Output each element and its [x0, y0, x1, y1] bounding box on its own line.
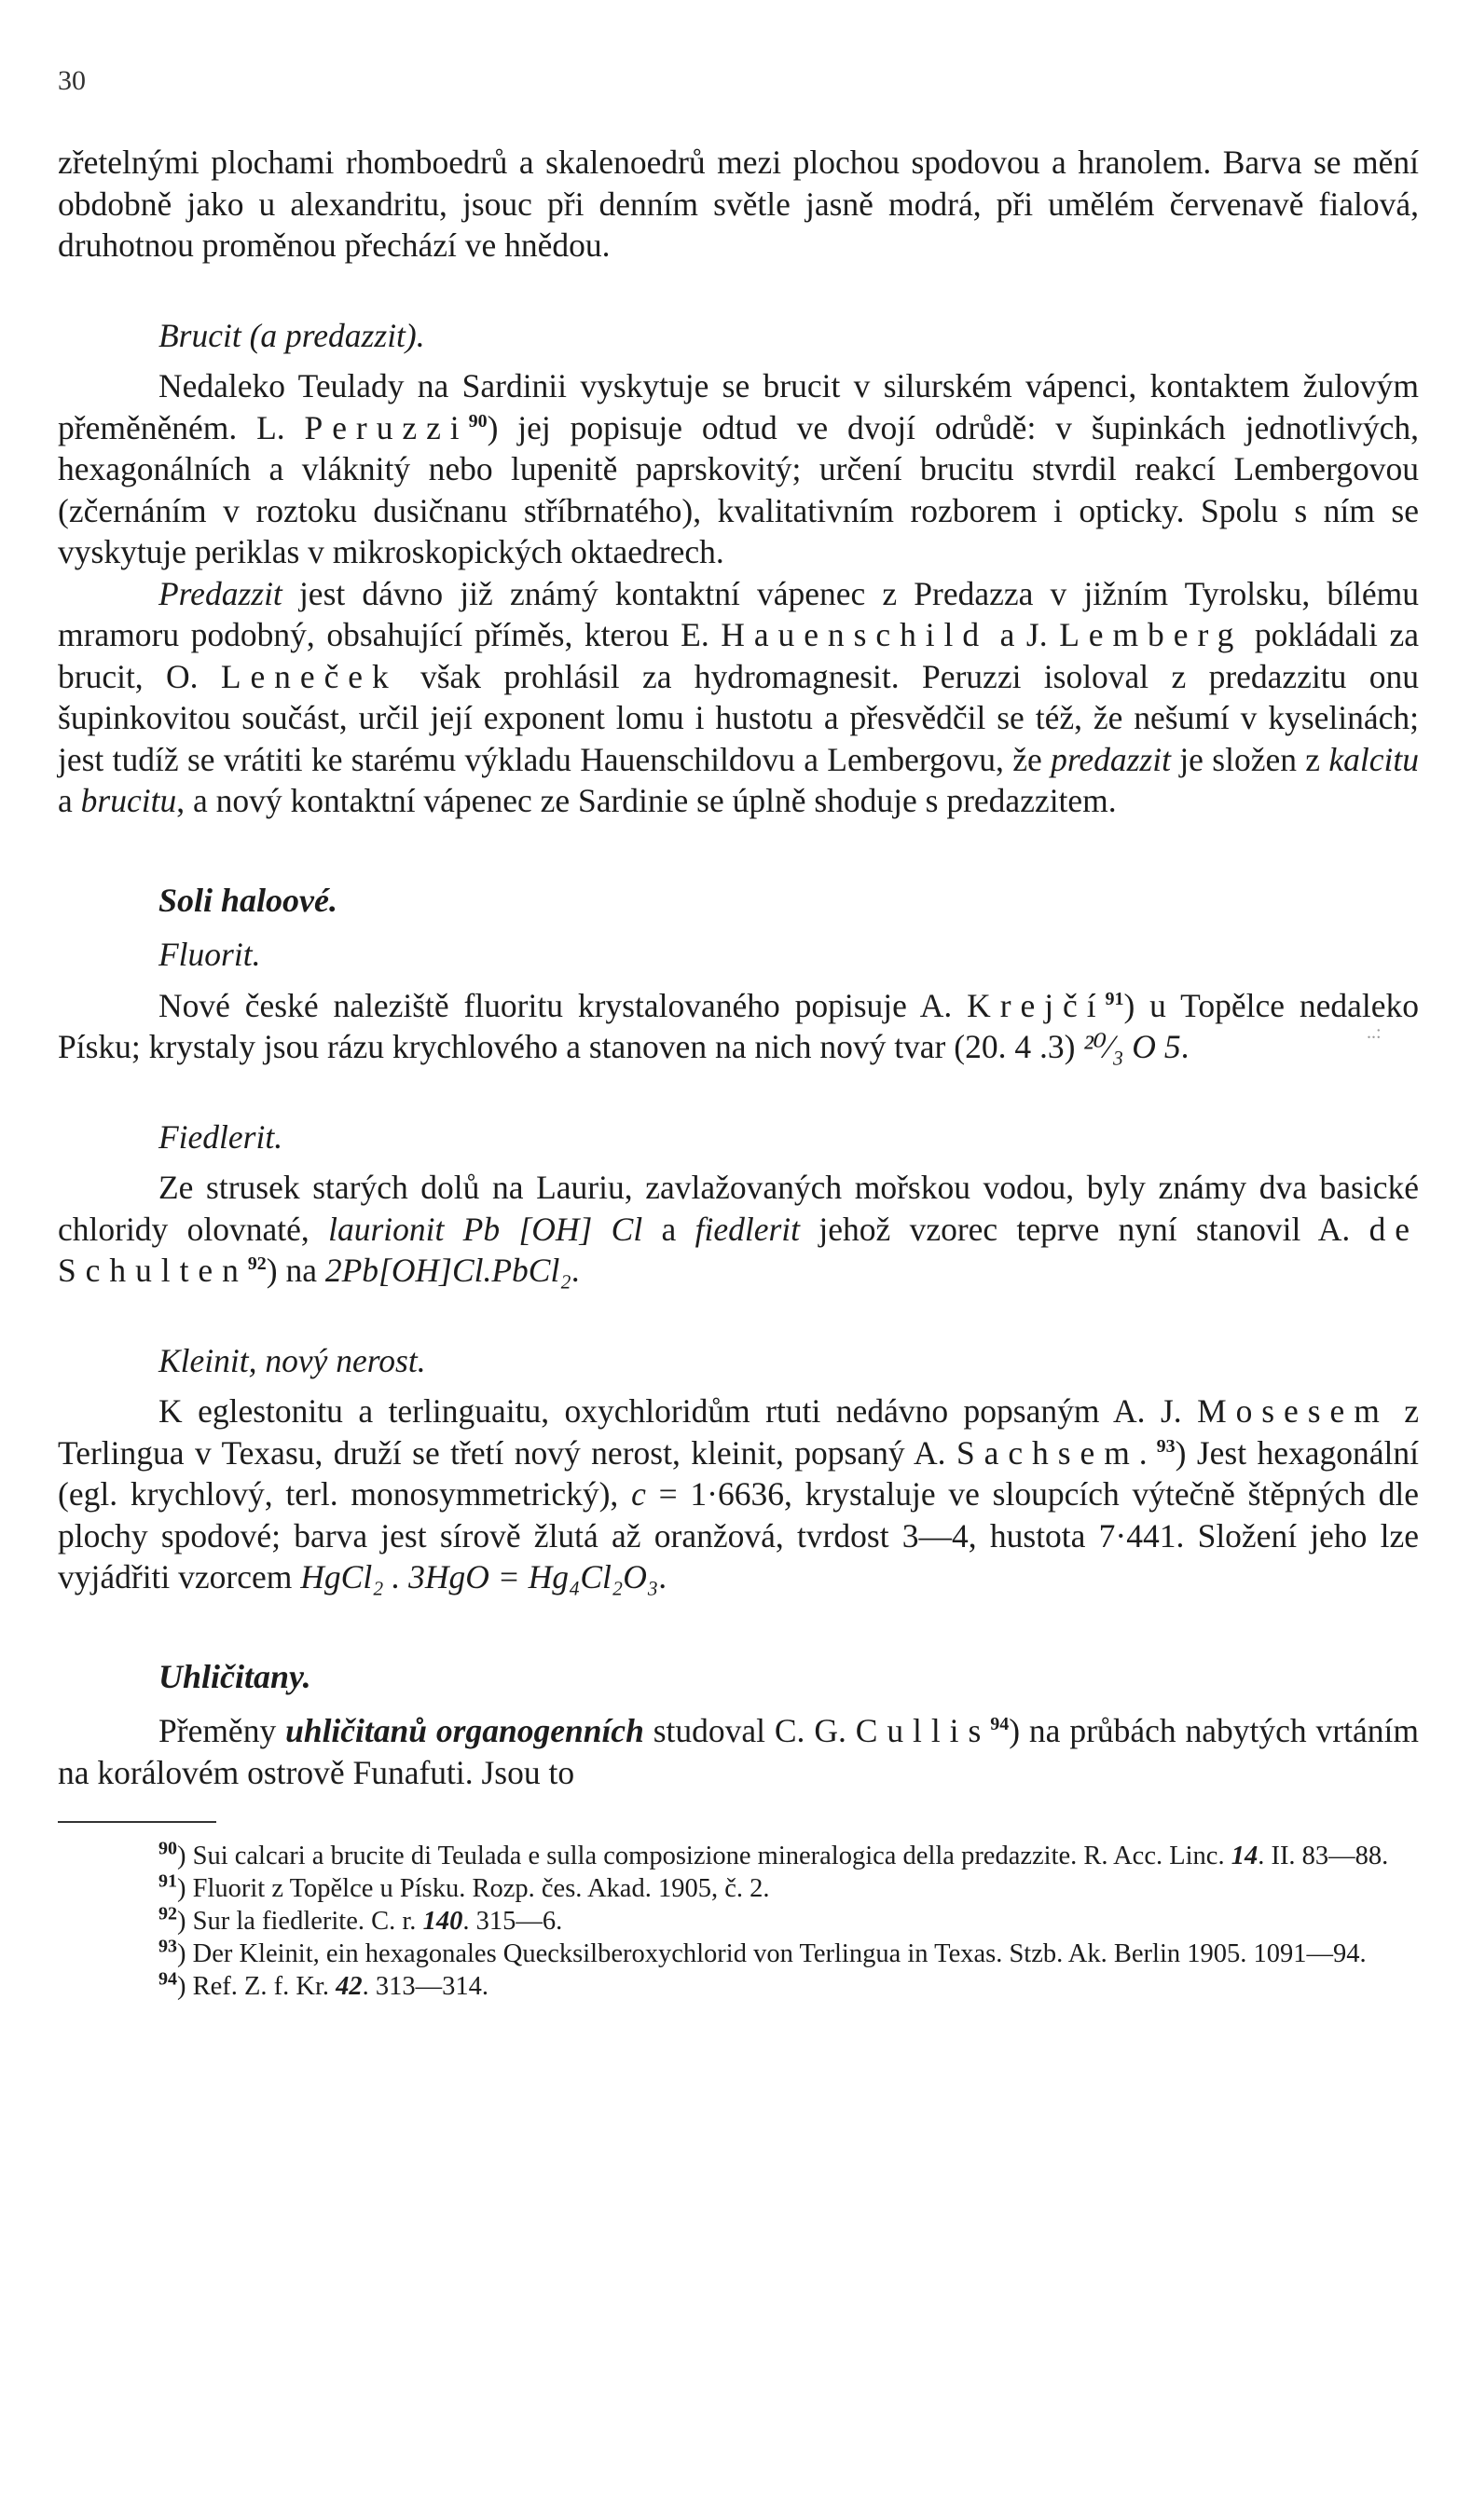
- fiedlerit-formula: 2Pb[OH]Cl.PbCl₂: [324, 1252, 571, 1289]
- author-de-schulten: de Schulten: [58, 1210, 1419, 1289]
- brucit-paragraph-2: Predazzit jest dávno již známý kontaktní vápenec z Predazza v jižním Tyrolsku, bílému mramoru podobný, obsahující příměs, kterou E. Hauenschild a J. Lemberg pokládali za brucit, O. Leneček však prohlásil za hydromagnesit. Peruzzi isoloval z predazzitu onu šupinkovitou součást, určil její exponent lomu i hustotu a přesvědčil se též, že nešumí v kyselinách; jest tudíž se vrátiti ke starému výkladu Hauenschildovu a Lembergovu, že predazzit je složen z kalcitu a brucitu, a nový kontaktní vápenec ze Sardinie se úplně shoduje s predazzitem.: [58, 574, 1419, 819]
- heading-kleinit: Kleinit, nový nerost.: [158, 1341, 426, 1379]
- footnote-ref-93[interactable]: 93: [1156, 1435, 1176, 1457]
- heading-brucit: Brucit (a predazzit).: [158, 316, 425, 354]
- section-uhlicitany: Uhličitany.: [158, 1657, 311, 1695]
- kleinit-paragraph: K eglestonitu a terlinguaitu, oxychloridům rtuti nedávno popsaným A. J. Mosesem z Terlingua v Texasu, druží se třetí nový nerost, kleinit, popsaný A. Sachsem.$^{93}$) Jest hexagonální (egl. krychlový, terl. monosymmetrický), c = 1·6636, krystaluje ve sloupcích výtečně štěpných dle plochy spodové; barva jest sírově žlutá až oranžová, tvrdost 3—4, hustota 7·441. Složení jeho lze vyjádřiti vzorcem HgCl₂ . 3HgO = Hg₄Cl₂O₃.: [58, 1392, 1419, 1596]
- footnote-92: $^{92}$) Sur la fiedlerite. C. r. 140. 315—6.: [158, 1903, 563, 1936]
- footnote-divider: [58, 1821, 216, 1823]
- footnote-90: $^{90}$) Sui calcari a brucite di Teulada e sulla composizione mineralogica della predazzite. R. Acc. Linc. 14. II. 83—88.: [158, 1838, 1389, 1870]
- heading-fiedlerit: Fiedlerit.: [158, 1117, 283, 1156]
- author-hauenschild: Hauenschild: [721, 616, 989, 653]
- crystal-form-symbol: ²⁰⁄₃ O 5: [1083, 1028, 1181, 1065]
- footnote-ref-90[interactable]: 90: [468, 410, 488, 431]
- author-lemberg: Lemberg: [1059, 616, 1244, 653]
- footnotes: [58, 1840, 1419, 2003]
- footnote-94: $^{94}$) Ref. Z. f. Kr. 42. 313—314.: [158, 1968, 489, 2001]
- author-cullis: Cullis: [855, 1712, 991, 1749]
- section-soli-haloove: Soli haloové.: [158, 881, 338, 919]
- footnote-ref-92[interactable]: 92: [247, 1253, 267, 1275]
- footnote-ref-94[interactable]: 94: [990, 1714, 1010, 1735]
- heading-fluorit: Fluorit.: [158, 936, 261, 973]
- author-peruzzi: Peruzzi: [304, 408, 469, 446]
- author-lenecek: Leneček: [220, 657, 398, 695]
- fiedlerit-paragraph: Ze strusek starých dolů na Lauriu, zavlažovaných mořskou vodou, byly známy dva basické chloridy olovnaté, laurionit Pb [OH] Cl a fiedlerit jehož vzorec teprve nyní stanovil A. de Schulten$^{92}$) na 2Pb[OH]Cl.PbCl₂.: [58, 1169, 1419, 1289]
- footnote-ref-91[interactable]: 91: [1105, 988, 1124, 1009]
- kleinit-formula: HgCl₂ . 3HgO = Hg₄Cl₂O₃: [300, 1558, 659, 1596]
- intro-paragraph: zřetelnými plochami rhomboedrů a skalenoedrů mezi plochou spodovou a hranolem. Barva se mění obdobně jako u alexandritu, jsouc při denním světle jasně modrá, při umělém červenavě fialová, druhotnou proměnou přechází ve hnědou.: [58, 144, 1419, 264]
- author-sachs: Sachsem.: [956, 1433, 1157, 1472]
- fluorit-paragraph: Nové české naleziště fluoritu krystalovaného popisuje A. Krejčí$^{91}$) u Topělce nedaleko Písku; krystaly jsou rázu krychlového a stanoven na nich nový tvar (20. 4 .3) ²⁰⁄₃ O 5.: [58, 986, 1419, 1065]
- page-number: 30: [58, 65, 86, 96]
- brucit-paragraph-1: Nedaleko Teulady na Sardinii vyskytuje se brucit v silurském vápenci, kontaktem žulovým přeměněném. L. Peruzzi$^{90}$) jej popisuje odtud ve dvojí odrůdě: v šupinkách jednotlivých, hexagonálních a vláknitý nebo lupenitě paprskovitý; určení brucitu stvrdil reakcí Lembergovou (zčernáním v roztoku dusičnanu stříbrnatého), kvalitativním rozborem i opticky. Spolu s ním se vyskytuje periklas v mikroskopických oktaedrech.: [58, 367, 1420, 570]
- footnote-93: $^{93}$) Der Kleinit, ein hexagonales Quecksilberoxychlorid von Terlingua in Texas. Stzb. Ak. Berlin 1905. 1091—94.: [158, 1936, 1367, 1968]
- stray-print-mark: ..:: [1367, 1022, 1382, 1043]
- author-krejci: Krejčí: [967, 986, 1106, 1024]
- uhlicitany-paragraph: Přeměny uhličitanů organogenních studoval C. G. Cullis$^{94}$) na průbách nabytých vrtáním na korálovém ostrově Funafuti. Jsou to: [58, 1712, 1419, 1791]
- footnote-91: $^{91}$) Fluorit z Topělce u Písku. Rozp. čes. Akad. 1905, č. 2.: [158, 1870, 770, 1903]
- page: [58, 65, 1419, 2003]
- author-moses: Mosesem: [1197, 1392, 1389, 1430]
